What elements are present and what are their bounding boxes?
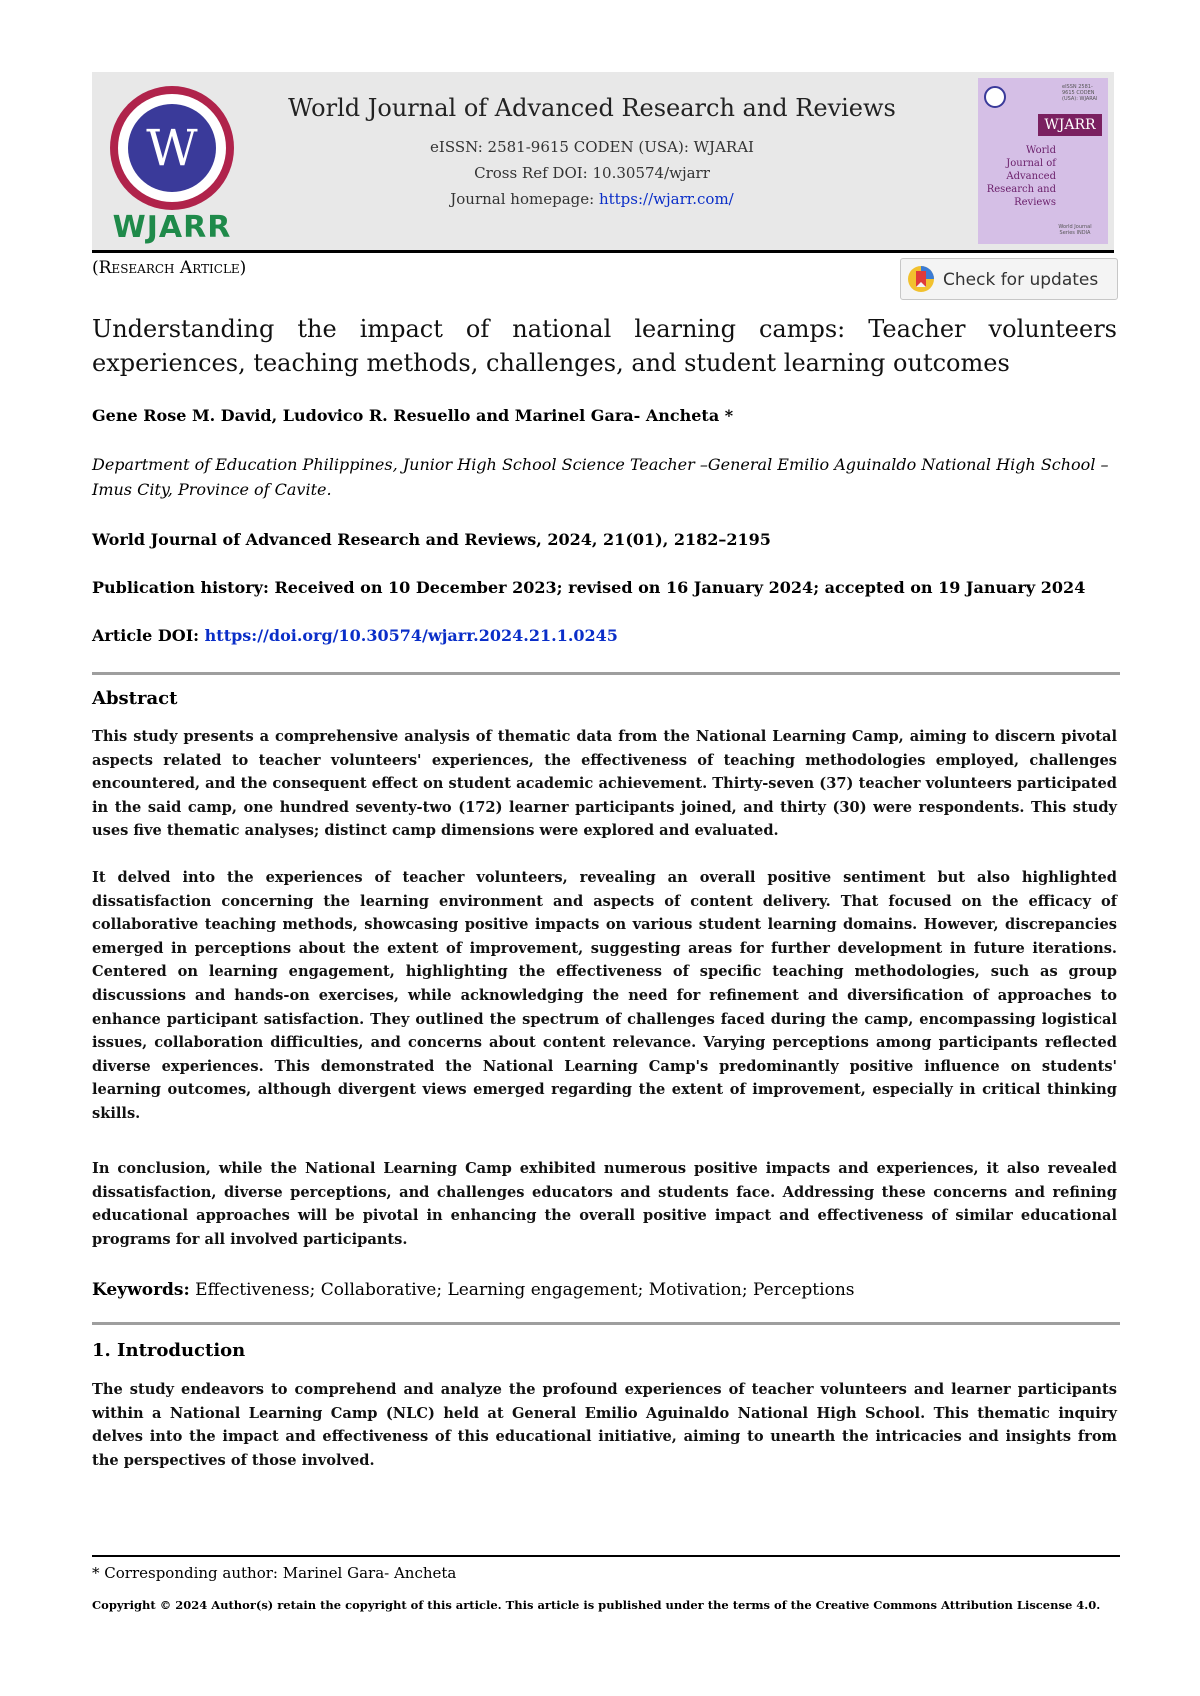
journal-header [92,72,1114,253]
abstract-paragraph-2: It delved into the experiences of teacher volunteers, revealing an overall positive sentiment but also highlighted dissatisfaction concerning the learning environment and aspects of content delivery. That focused on the efficacy of collaborative teaching methods, showcasing positive impacts on various student learning domains. However, discrepancies emerged in perceptions about the extent of improvement, suggesting areas for further development in future iterations. Centered on learning engagement, highlighting the effectiveness of specific teaching methodologies, such as group discussions and hands-on exercises, while acknowledging the need for refinement and diversification of approaches to enhance participant satisfaction. They outlined the spectrum of challenges faced during the camp, encompassing logistical issues, collaboration difficulties, and concerns about content relevance. Varying perceptions among participants reflected diverse experiences. This demonstrated the National Learning Camp's predominantly positive influence on students' learning outcomes, although divergent views emerged regarding the extent of improvement, especially in critical thinking skills. [92,869,1117,1122]
check-for-updates-button[interactable] [900,258,1118,300]
cover-badge-icon [984,86,1006,108]
introduction-heading: 1. Introduction [92,1340,246,1361]
introduction-paragraph: The study endeavors to comprehend and analyze the profound experiences of teacher volunteers and learner participants within a National Learning Camp (NLC) held at General Emilio Aguinaldo National High School. This thematic inquiry delves into the impact and effectiveness of this educational initiative, aiming to unearth the intricacies and insights from the perspectives of those involved. [92,1381,1117,1469]
doi-label: Article DOI: [92,626,200,645]
logo-letter: W [128,104,216,192]
publication-history: Publication history: Received on 10 December 2023; revised on 16 January 2024; accepted on 19 January 2024 [92,578,1086,597]
footnote-divider [92,1555,1120,1557]
issn-line: eISSN: 2581-9615 CODEN (USA): WJARAI [430,138,754,156]
homepage-label: Journal homepage: [450,190,595,208]
bookmark-icon [907,265,935,293]
journal-title: World Journal of Advanced Research and Reviews [288,94,896,122]
divider [92,1322,1120,1325]
abstract-paragraph-3: In conclusion, while the National Learning Camp exhibited numerous positive impacts and experiences, it also revealed dissatisfaction, diverse perceptions, and challenges educators and students face. Addressing these concerns and refining educational approaches will be pivotal in enhancing the overall positive impact and effectiveness of similar educational programs for all involved participants. [92,1160,1117,1248]
cover-title: World Journal of Advanced Research and Reviews [986,145,1056,208]
authors: Gene Rose M. David, Ludovico R. Resuello and Marinel Gara- Ancheta * [92,406,734,425]
abstract-heading: Abstract [92,688,178,709]
cover-foot: World Journal Series INDIA [1058,224,1092,236]
logo-text: WJARR [112,210,232,245]
keywords-label: Keywords: [92,1280,190,1300]
keywords-text: Effectiveness; Collaborative; Learning engagement; Motivation; Perceptions [195,1280,855,1300]
keywords [92,1280,855,1300]
corresponding-author: * Corresponding author: Marinel Gara- Ancheta [92,1564,457,1582]
article-type: (Research Article) [92,258,247,278]
copyright-notice: Copyright © 2024 Author(s) retain the copyright of this article. This article is published under the terms of the Creative Commons Attribution Liscense 4.0. [92,1598,1101,1612]
homepage-link[interactable]: https://wjarr.com/ [598,190,734,208]
affiliation: Department of Education Philippines, Junior High School Science Teacher –General Emilio Aguinaldo National High School –Imus City, Province of Cavite. [92,455,1109,499]
doi-line [92,626,1117,645]
journal-logo [110,86,234,246]
divider [92,672,1120,675]
cover-brand: WJARR [1038,114,1102,136]
check-for-updates-label: Check for updates [943,270,1099,290]
abstract-paragraph-1: This study presents a comprehensive analysis of thematic data from the National Learning Camp, aiming to discern pivotal aspects related to teacher volunteers' experiences, the effectiveness of teaching methodologies employed, challenges encountered, and the consequent effect on student academic achievement. Thirty-seven (37) teacher volunteers participated in the said camp, one hundred seventy-two (172) learner participants joined, and thirty (30) were respondents. This study uses five thematic analyses; distinct camp dimensions were explored and evaluated. [92,728,1117,840]
crossref-line: Cross Ref DOI: 10.30574/wjarr [474,164,710,182]
homepage-line [272,190,912,208]
citation: World Journal of Advanced Research and Reviews, 2024, 21(01), 2182–2195 [92,530,771,549]
article-title: Understanding the impact of national learning camps: Teacher volunteers experiences, teaching methods, challenges, and student learning outcomes [92,315,1117,377]
journal-info [272,94,912,208]
journal-cover [978,78,1108,244]
doi-link[interactable]: https://doi.org/10.30574/wjarr.2024.21.1.0245 [204,626,618,645]
cover-small-text: eISSN 2581-9615 CODEN (USA): WJARAI [1062,84,1098,102]
